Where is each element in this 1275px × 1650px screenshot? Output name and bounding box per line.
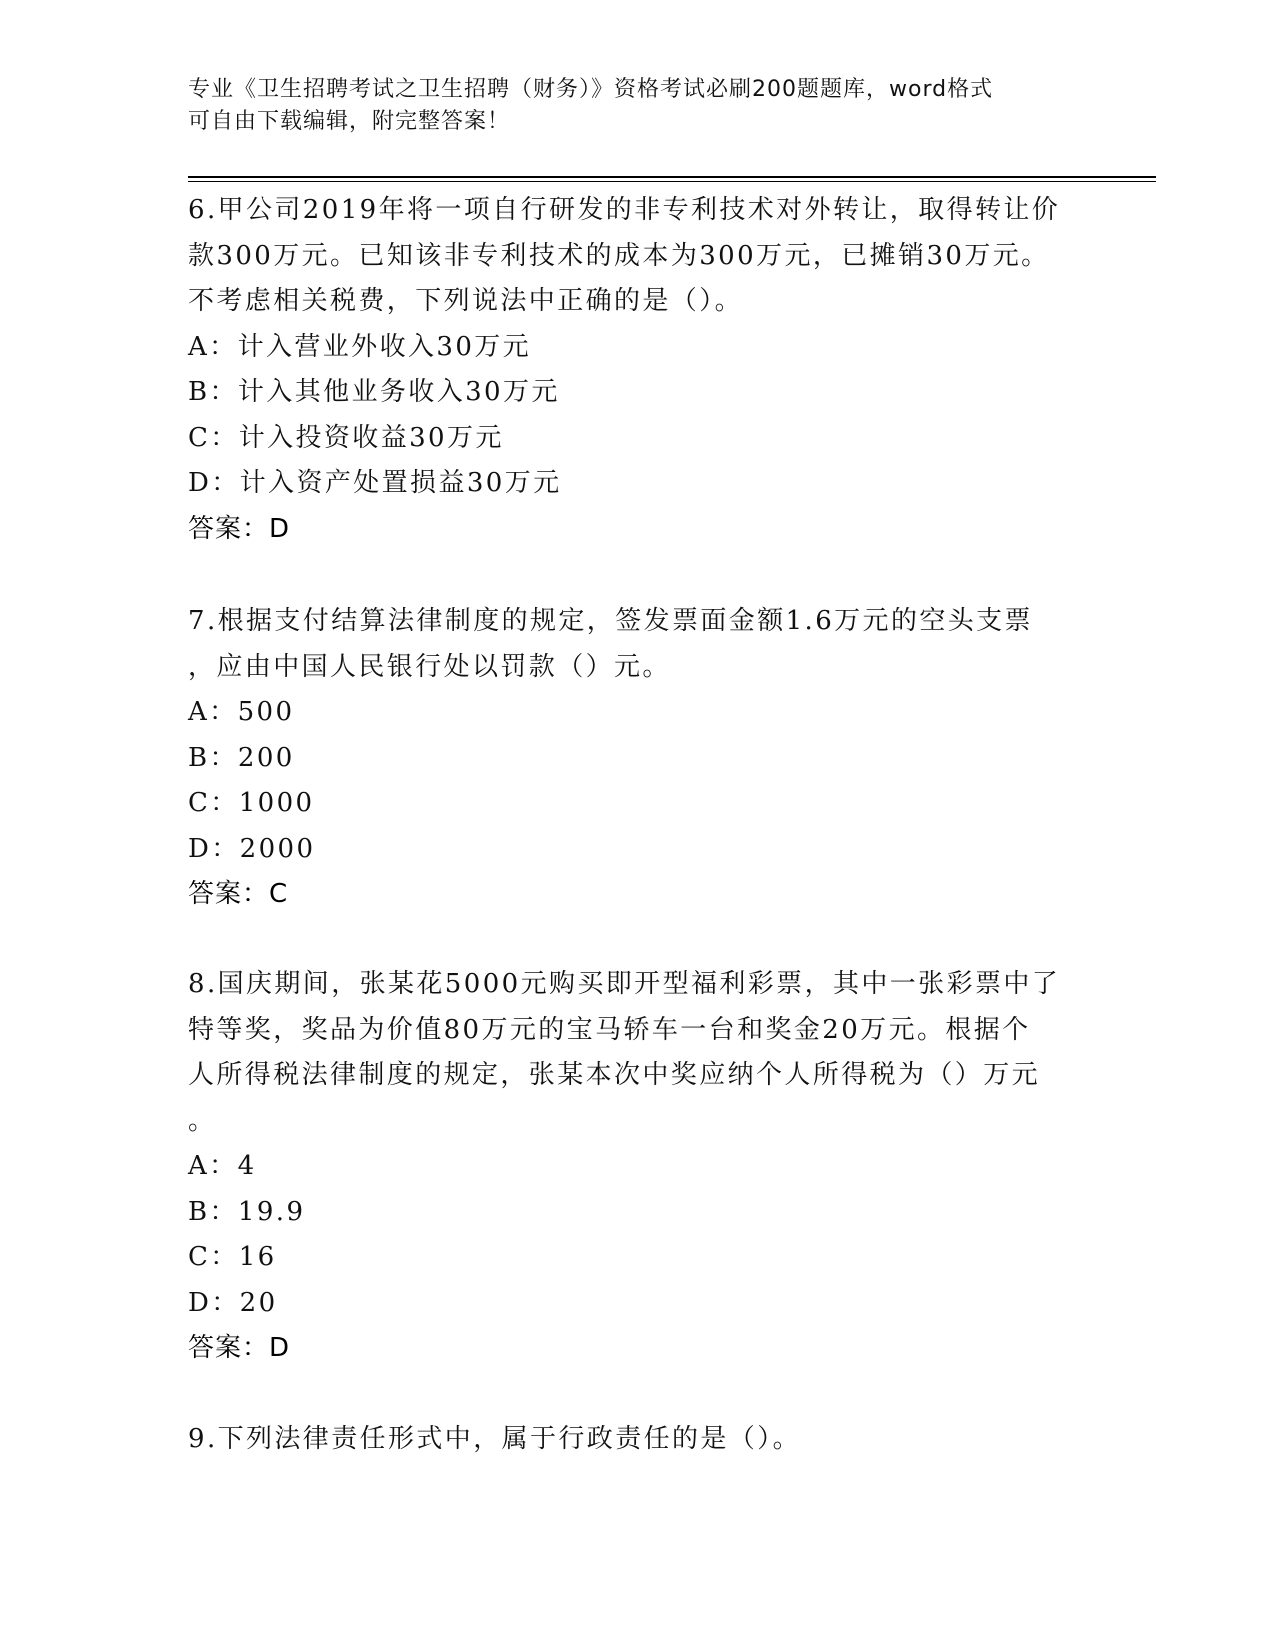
- option-d: D：2000: [188, 833, 316, 864]
- question-stem-line: 款300万元。已知该非专利技术的成本为300万元，已摊销30万元。: [188, 240, 1050, 271]
- answer-label: 答案：C: [188, 879, 289, 909]
- question-stem-line: 9.下列法律责任形式中，属于行政责任的是（）。: [188, 1424, 802, 1454]
- header-divider-thin: [188, 181, 1156, 182]
- question-stem-line: 8.国庆期间，张某花5000元购买即开型福利彩票，其中一张彩票中了: [188, 969, 1061, 999]
- option-b: B：200: [188, 742, 295, 773]
- option-b: B：19.9: [188, 1196, 306, 1227]
- answer-label: 答案：D: [188, 513, 291, 544]
- question-stem-line: 7.根据支付结算法律制度的规定，签发票面金额1.6万元的空头支票: [188, 606, 1033, 636]
- question-stem-line: 不考虑相关税费，下列说法中正确的是（）。: [188, 286, 744, 316]
- question-stem-line: 特等奖，奖品为价值80万元的宝马轿车一台和奖金20万元。根据个: [188, 1014, 1031, 1045]
- question-7: [188, 599, 1088, 917]
- question-stem-line: 人所得税法律制度的规定，张某本次中奖应纳个人所得税为（）万元: [188, 1060, 1041, 1090]
- option-a: A：500: [188, 697, 295, 727]
- question-stem-line: 。: [188, 1105, 217, 1136]
- option-c: C：16: [188, 1242, 277, 1272]
- question-8: [188, 962, 1088, 1371]
- header-divider-thick: [188, 176, 1156, 178]
- header-line-2: 可自由下载编辑，附完整答案！: [188, 109, 511, 134]
- option-a: A：计入营业外收入30万元: [188, 331, 532, 362]
- question-9: [188, 1417, 1088, 1463]
- document-header: [188, 74, 1068, 138]
- option-d: D：计入资产处置损益30万元: [188, 468, 562, 498]
- header-line-1: 专业《卫生招聘考试之卫生招聘（财务）》资格考试必刷200题题库，word格式: [188, 77, 994, 102]
- question-6: [188, 188, 1088, 552]
- option-b: B：计入其他业务收入30万元: [188, 377, 560, 407]
- option-c: C：1000: [188, 788, 315, 818]
- option-c: C：计入投资收益30万元: [188, 422, 504, 453]
- answer-label: 答案：D: [188, 1333, 291, 1363]
- option-a: A：4: [188, 1151, 257, 1181]
- option-d: D：20: [188, 1287, 278, 1318]
- question-stem-line: ，应由中国人民银行处以罚款（）元。: [188, 651, 671, 682]
- question-stem-line: 6.甲公司2019年将一项自行研发的非专利技术对外转让，取得转让价: [188, 195, 1061, 225]
